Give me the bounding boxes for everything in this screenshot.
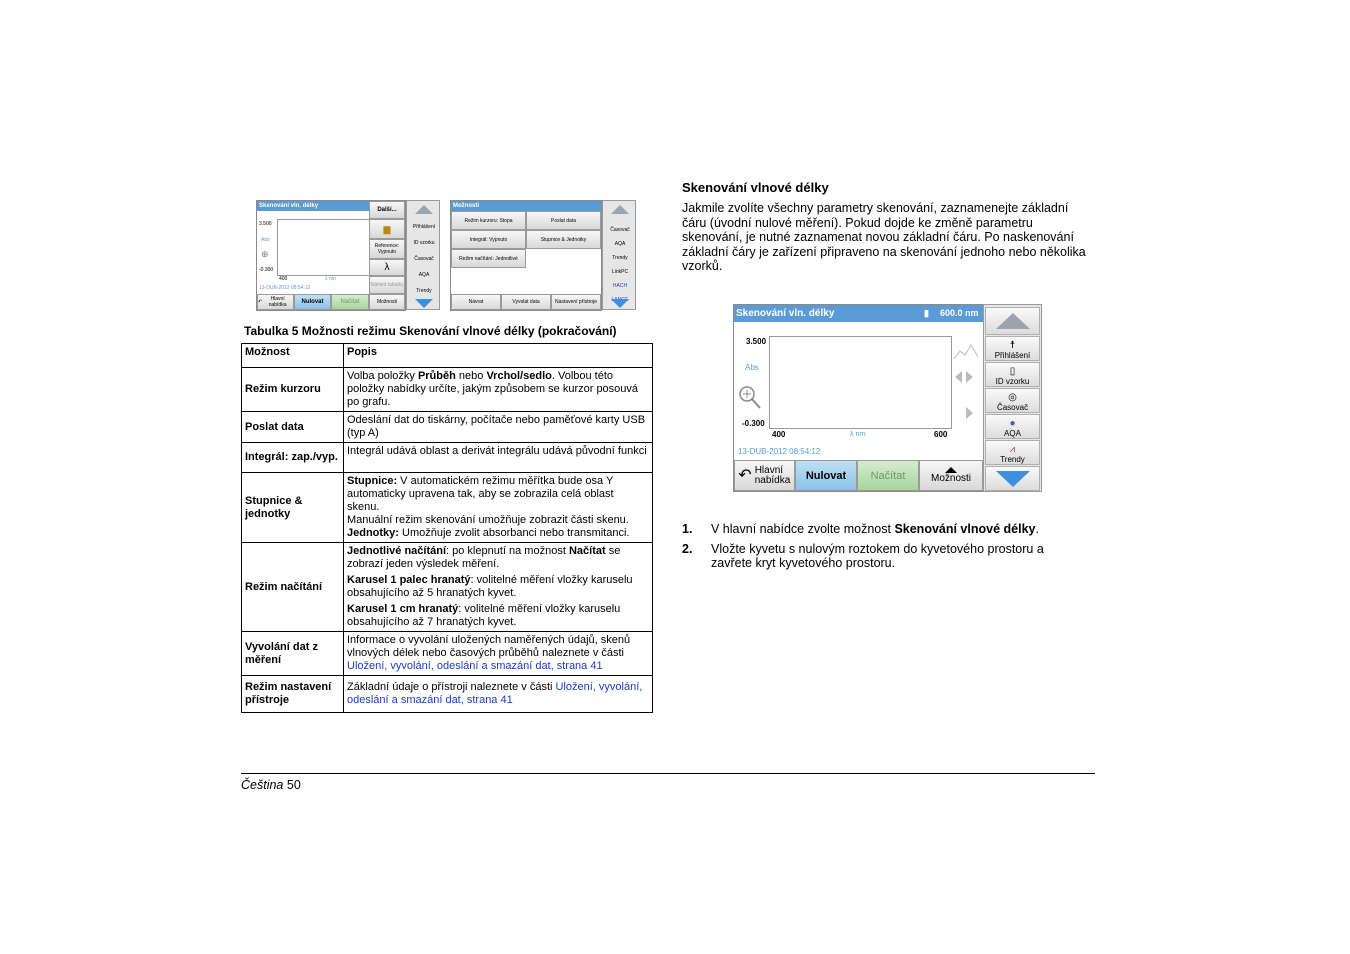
read-mode-button[interactable]: Režim načítání: Jednotlivé	[451, 249, 526, 268]
main-menu-label: Hlavní nabídka	[754, 464, 791, 486]
y-min-label: -0.300	[742, 419, 765, 428]
table-row	[242, 676, 653, 713]
text: Volba položky	[347, 370, 418, 382]
login-label: Přihlášení	[994, 351, 1031, 360]
bold-text: Průběh	[417, 370, 456, 382]
x-left-label: 400	[772, 430, 786, 439]
bold-text: Vrchol/sedlo	[486, 370, 552, 382]
table-header-row	[242, 344, 653, 368]
text: : volitelné měření vložky karuselu obsahujícího až 7 hranatých kyvet.	[347, 603, 621, 628]
table-row	[242, 443, 653, 473]
side-trends[interactable]: Trendy	[612, 255, 628, 261]
scroll-up-button[interactable]	[985, 307, 1040, 335]
scroll-down-button[interactable]	[985, 466, 1040, 491]
main-menu-label: Hlavní nabídka	[268, 296, 287, 308]
peak-icon[interactable]	[952, 341, 980, 368]
bold-text: Načítat	[568, 545, 606, 557]
page-footer	[241, 778, 301, 792]
steps-list	[682, 522, 1082, 571]
timer-icon: ◎	[1008, 392, 1017, 403]
row-name: Vyvolání dat z měření	[242, 632, 344, 676]
thumb2-display	[450, 200, 602, 311]
plot-area[interactable]	[769, 336, 952, 429]
thumb2-sidebar	[602, 200, 636, 310]
zoom-icon: ⊕	[261, 249, 269, 259]
instrument-setup-button[interactable]: Nastavení přístroje	[551, 294, 601, 310]
aqa-label: AQA	[1004, 429, 1021, 438]
side-aqa[interactable]: AQA	[614, 241, 626, 247]
cross-reference-link[interactable]: Uložení, vyvolání, odeslání a smazání dat, strana 41	[347, 660, 603, 672]
text: Umožňuje zvolit absorbanci nebo transmitanci.	[398, 527, 630, 539]
thumb1-xunit: λ nm	[325, 276, 336, 282]
lamp-icon: ▮	[924, 308, 929, 318]
options-table	[241, 343, 653, 713]
y-max-label: 3.500	[746, 337, 767, 346]
main-display	[733, 304, 984, 492]
date-time: 13-DUB-2012 08:54:12	[738, 447, 821, 455]
row-name: Integrál: zap./vyp.	[242, 443, 344, 473]
options-label: Možnosti	[930, 473, 971, 484]
main-title: Skenování vln. délky	[736, 308, 835, 319]
main-sidebar	[983, 304, 1042, 492]
footer-language: Čeština	[241, 778, 284, 792]
thumb1-display	[256, 200, 406, 311]
thumb1-title: Skenování vln. délky	[257, 201, 371, 211]
sample-id-label: ID vzorku	[995, 377, 1030, 386]
side-trends[interactable]: Trendy	[416, 288, 432, 294]
reference-button[interactable]: Reference: Vypnuto	[369, 239, 405, 259]
trend-chart-icon: ⩘	[1009, 444, 1016, 455]
arrow-down-icon	[996, 471, 1030, 487]
row-description	[344, 473, 653, 543]
send-data-button[interactable]: Poslat data	[526, 211, 601, 230]
thumb1-xleft: 400	[279, 276, 288, 282]
y-unit-label: Abs	[745, 363, 759, 372]
thumb1-footer: 13-DUB-2012 08:54:12	[259, 285, 311, 291]
text: se zobrazí jeden výsledek měření.	[347, 545, 621, 570]
scroll-down-icon[interactable]	[415, 299, 433, 308]
header-option: Možnost	[242, 344, 344, 368]
bold-text: Skenování vlnové délky	[894, 522, 1036, 536]
bold-text: Jednotlivé načítání	[347, 545, 447, 557]
lambda-button[interactable]: λ	[369, 259, 405, 276]
text: Manuální režim skenování umožňuje zobrazit části skenu.	[347, 514, 629, 526]
text: nebo	[455, 370, 487, 382]
row-name: Režim načítání	[242, 543, 344, 632]
options-button[interactable]: Možnosti	[369, 294, 405, 310]
cross-reference-link[interactable]: Uložení, vyvolání, odeslání a smazání dat, strana 41	[347, 681, 643, 706]
step-text: Vložte kyvetu s nulovým roztokem do kyvetového prostoru a zavřete kryt kyvetového prostoru.	[711, 541, 1044, 571]
row-description	[344, 632, 653, 676]
scroll-up-icon[interactable]	[611, 205, 629, 214]
text: Informace o vyvolání uložených naměřených údajů, skenů vlnových délek nebo časových průběhů naleznete v části	[347, 634, 631, 659]
section-paragraph: Jakmile zvolíte všechny parametry skenování, zaznamenejte základní čáru (úvodní nulové měření). Pokud dojde ke změně parametru skenování, je nutné zaznamenat novou základní čáru. Po naskenování základní čáry je zařízení připraveno na skenování jednoho nebo několika vzorků.	[682, 201, 1086, 274]
side-timer[interactable]: Časovač	[610, 227, 630, 233]
back-arrow-icon: ↶	[738, 466, 752, 484]
page-number: 50	[286, 778, 301, 792]
bold-text: Karusel 1 palec hranatý	[347, 574, 471, 586]
thumb1-yunit: Abs	[261, 237, 270, 243]
scroll-up-icon[interactable]	[415, 205, 433, 214]
integral-button[interactable]: Integrál: Vypnuto	[451, 230, 526, 249]
row-name: Režim nastavení přístroje	[242, 676, 344, 713]
table-row	[242, 412, 653, 443]
text: V hlavní nabídce zvolte možnost	[711, 522, 895, 536]
step-text	[711, 522, 1039, 537]
bold-text: Jednotky:	[347, 527, 399, 539]
more-button[interactable]: Další...	[369, 201, 405, 219]
row-description: Odeslání dat do tiskárny, počítače nebo paměťové karty USB (typ A)	[344, 412, 653, 443]
read-button[interactable]: Načítat	[331, 294, 369, 310]
x-unit-label: λ nm	[850, 431, 866, 438]
recall-data-button[interactable]: Vyvolat data	[501, 294, 551, 310]
row-description: Integrál udává oblast a derivát integrálu udává původní funkci	[344, 443, 653, 473]
print-icon[interactable]: ▆	[369, 219, 405, 239]
list-item	[682, 542, 1082, 571]
main-menu-button[interactable]	[734, 460, 795, 491]
table-row	[242, 543, 653, 632]
trends-button[interactable]	[985, 440, 1040, 465]
row-name: Režim kurzoru	[242, 368, 344, 412]
thumb2-title: Možnosti	[451, 201, 602, 211]
text: Základní údaje o přístroji naleznete v části	[347, 681, 556, 693]
thumbnail-scan-screen	[256, 200, 440, 310]
login-button[interactable]	[985, 336, 1040, 361]
thumb1-graph	[277, 219, 371, 276]
thumb1-ymax: 3.500	[259, 221, 272, 227]
thumb1-sidebar	[406, 200, 440, 310]
side-timer[interactable]: Časovač	[414, 256, 434, 262]
side-aqa[interactable]: AQA	[418, 272, 430, 278]
row-name: Poslat data	[242, 412, 344, 443]
step-number: 1.	[682, 522, 693, 536]
scroll-down-icon[interactable]	[611, 299, 629, 308]
arrow-up-icon	[996, 313, 1030, 329]
step-number: 2.	[682, 541, 693, 556]
row-description	[344, 676, 653, 713]
main-menu-button[interactable]	[257, 294, 294, 310]
timer-label: Časovač	[996, 403, 1029, 412]
side-login[interactable]: Přihlášení	[412, 224, 436, 230]
table-view-button[interactable]: Náhled tabulky	[369, 276, 405, 294]
text: .	[1035, 522, 1039, 536]
text: : po klepnutí na možnost	[446, 545, 569, 557]
bold-text: Karusel 1 cm hranatý	[347, 603, 459, 615]
zero-button[interactable]: Nulovat	[294, 294, 331, 310]
thumb1-ymin: -0.300	[259, 267, 274, 273]
table-row	[242, 473, 653, 543]
options-button[interactable]	[919, 460, 983, 491]
text: V automatickém režimu měřítka bude osa Y automaticky upravena tak, aby se zobrazila celá oblast skenu.	[347, 475, 614, 513]
table-caption: Tabulka 5 Možnosti režimu Skenování vlnové délky (pokračování)	[244, 324, 617, 338]
thumbnail-options-screen	[450, 200, 636, 310]
cursor-left-guide-icon	[966, 371, 973, 383]
row-description	[344, 368, 653, 412]
cursor-mode-button[interactable]: Režim kurzoru: Stopa	[451, 211, 526, 230]
text: : volitelné měření vložky karuselu obsahujícího až 5 hranatých kyvet.	[347, 574, 633, 599]
hach-lange-logo: HACH LANGE	[611, 283, 629, 303]
timer-button[interactable]	[985, 388, 1040, 413]
sample-id-button[interactable]	[985, 362, 1040, 387]
aqa-icon: ●	[1009, 418, 1016, 429]
zoom-icon[interactable]	[738, 385, 762, 416]
table-row	[242, 632, 653, 676]
side-sample-id[interactable]: ID vzorku	[413, 240, 435, 246]
back-icon: ↶	[258, 299, 263, 305]
main-titlebar	[734, 305, 983, 322]
header-description: Popis	[344, 344, 653, 368]
scan-screen	[733, 304, 1042, 492]
x-right-label: 600	[934, 430, 948, 439]
zero-button[interactable]: Nulovat	[795, 460, 857, 491]
wavelength-readout: 600.0 nm	[940, 308, 979, 318]
cursor-left-icon[interactable]	[955, 371, 962, 383]
side-linkpc[interactable]: LinkPC	[611, 269, 629, 275]
cursor-right-icon[interactable]	[966, 407, 973, 419]
list-item	[682, 522, 1082, 537]
return-button[interactable]: Návrat	[451, 294, 501, 310]
row-name: Stupnice & jednotky	[242, 473, 344, 543]
row-description	[344, 543, 653, 632]
table-row	[242, 368, 653, 412]
section-heading: Skenování vlnové délky	[682, 180, 829, 195]
trends-label: Trendy	[1000, 455, 1025, 464]
read-button[interactable]: Načítat	[857, 460, 919, 491]
person-icon: ☨	[1009, 340, 1016, 351]
footer-rule	[241, 773, 1095, 774]
scale-units-button[interactable]: Stupnice & Jednotky	[526, 230, 601, 249]
aqa-button[interactable]	[985, 414, 1040, 439]
text: . Volbou této položky nabídky určíte, jakým způsobem se kurzor posouvá po grafu.	[347, 370, 639, 408]
bold-text: Stupnice:	[347, 475, 398, 487]
cuvette-icon: ▯	[1009, 366, 1016, 377]
